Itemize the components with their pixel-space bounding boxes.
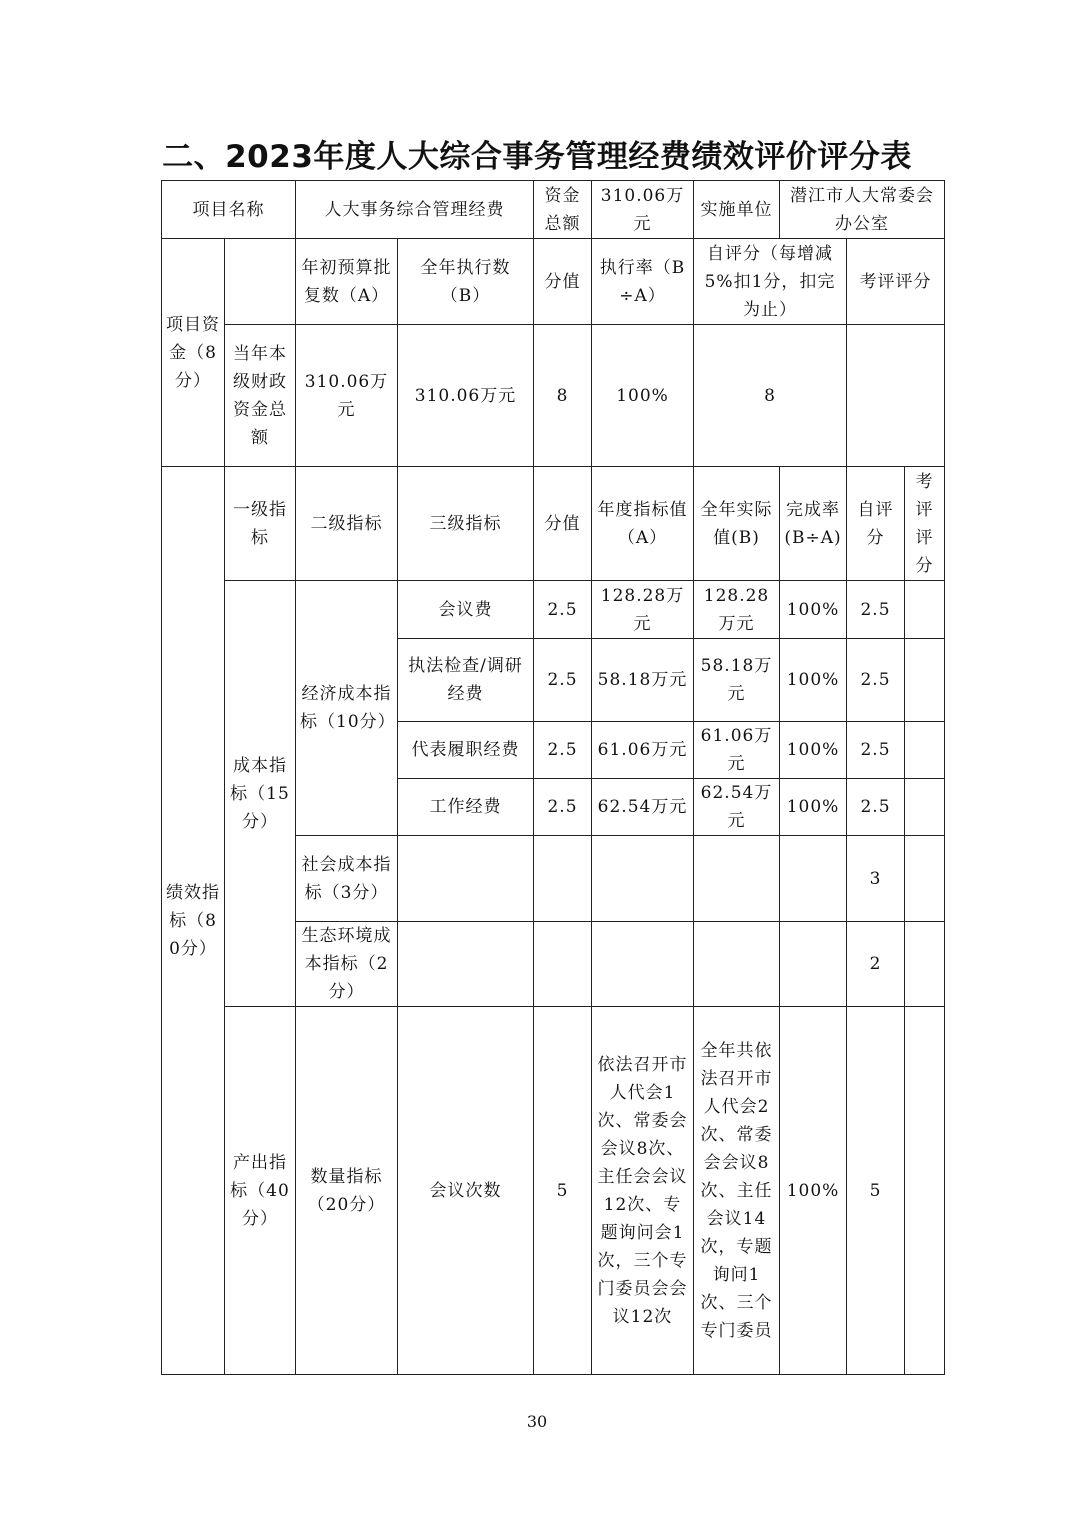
cost-indicator-label: 成本指标（15分） bbox=[225, 581, 296, 1007]
col-budget: 年初预算批复数（A） bbox=[296, 239, 398, 325]
fund-self-score: 8 bbox=[694, 325, 847, 467]
col-completion-rate: 完成率(B÷A) bbox=[780, 467, 847, 581]
cost-item-rate: 100% bbox=[780, 722, 847, 779]
output-indicator-label: 产出指标（40分） bbox=[225, 1007, 296, 1375]
fund-group-label: 项目资金（8分） bbox=[162, 239, 225, 467]
output-item-review bbox=[905, 1007, 945, 1375]
evaluation-table bbox=[161, 180, 945, 1375]
col-rate: 执行率（B÷A） bbox=[592, 239, 694, 325]
col-review-score: 考评评分 bbox=[847, 239, 945, 325]
fund-review-score bbox=[847, 325, 945, 467]
cost-item-target: 128.28万元 bbox=[592, 581, 694, 639]
cost-item-rate: 100% bbox=[780, 779, 847, 836]
cost-item-actual: 61.06万元 bbox=[694, 722, 780, 779]
output-item-self: 5 bbox=[847, 1007, 905, 1375]
cost-item-self: 2.5 bbox=[847, 581, 905, 639]
cost-item-name: 会议费 bbox=[398, 581, 534, 639]
fund-header-row bbox=[162, 239, 945, 325]
fund-rate: 100% bbox=[592, 325, 694, 467]
cost-item-review bbox=[905, 639, 945, 722]
fund-data-row bbox=[162, 325, 945, 467]
cost-item-target: 58.18万元 bbox=[592, 639, 694, 722]
unit-value: 潜江市人大常委会办公室 bbox=[780, 181, 945, 239]
table-row bbox=[162, 581, 945, 639]
cost-item-self: 2.5 bbox=[847, 639, 905, 722]
col-level3: 三级指标 bbox=[398, 467, 534, 581]
output-item-score: 5 bbox=[534, 1007, 592, 1375]
table-row bbox=[162, 1007, 945, 1375]
page-title: 二、2023年度人大综合事务管理经费绩效评价评分表 bbox=[162, 139, 912, 175]
social-cost-self: 3 bbox=[847, 836, 905, 922]
quantity-indicator-label: 数量指标（20分） bbox=[296, 1007, 398, 1375]
fund-budget: 310.06万元 bbox=[296, 325, 398, 467]
col-target: 年度指标值（A） bbox=[592, 467, 694, 581]
cost-item-review bbox=[905, 581, 945, 639]
cost-item-score: 2.5 bbox=[534, 779, 592, 836]
project-header-row bbox=[162, 181, 945, 239]
cost-item-actual: 128.28万元 bbox=[694, 581, 780, 639]
output-item-name: 会议次数 bbox=[398, 1007, 534, 1375]
col-score: 分值 bbox=[534, 239, 592, 325]
output-item-actual: 全年共依法召开市人代会2次、常委会会议8次、主任会议14次，专题询问1次、三个专门委员 bbox=[694, 1007, 780, 1375]
cost-item-rate: 100% bbox=[780, 581, 847, 639]
col-actual: 全年实际值(B) bbox=[694, 467, 780, 581]
col-perf-self: 自评分 bbox=[847, 467, 905, 581]
project-name-label: 项目名称 bbox=[162, 181, 296, 239]
perf-header-row bbox=[162, 467, 945, 581]
fund-total-label: 资金总额 bbox=[534, 181, 592, 239]
col-level2: 二级指标 bbox=[296, 467, 398, 581]
cost-item-rate: 100% bbox=[780, 639, 847, 722]
project-name-value: 人大事务综合管理经费 bbox=[296, 181, 534, 239]
fund-row-label: 当年本级财政资金总额 bbox=[225, 325, 296, 467]
cost-item-self: 2.5 bbox=[847, 722, 905, 779]
fund-executed: 310.06万元 bbox=[398, 325, 534, 467]
economic-cost-label: 经济成本指标（10分） bbox=[296, 581, 398, 836]
cost-item-name: 执法检查/调研经费 bbox=[398, 639, 534, 722]
col-perf-score: 分值 bbox=[534, 467, 592, 581]
page-number: 30 bbox=[526, 1412, 548, 1431]
cost-item-target: 62.54万元 bbox=[592, 779, 694, 836]
cost-item-name: 代表履职经费 bbox=[398, 722, 534, 779]
eco-cost-label: 生态环境成本指标（2分） bbox=[296, 922, 398, 1007]
cost-item-review bbox=[905, 722, 945, 779]
col-executed: 全年执行数（B） bbox=[398, 239, 534, 325]
fund-score: 8 bbox=[534, 325, 592, 467]
perf-group-label: 绩效指标（80分） bbox=[162, 467, 225, 1375]
cost-item-name: 工作经费 bbox=[398, 779, 534, 836]
fund-total-value: 310.06万元 bbox=[592, 181, 694, 239]
cost-item-actual: 58.18万元 bbox=[694, 639, 780, 722]
cost-item-actual: 62.54万元 bbox=[694, 779, 780, 836]
eco-cost-self: 2 bbox=[847, 922, 905, 1007]
cost-item-score: 2.5 bbox=[534, 639, 592, 722]
col-perf-review: 考评评分 bbox=[905, 467, 945, 581]
cost-item-score: 2.5 bbox=[534, 581, 592, 639]
cost-item-score: 2.5 bbox=[534, 722, 592, 779]
cost-item-target: 61.06万元 bbox=[592, 722, 694, 779]
col-self-score: 自评分（每增减5%扣1分，扣完为止） bbox=[694, 239, 847, 325]
unit-label: 实施单位 bbox=[694, 181, 780, 239]
output-item-target: 依法召开市人代会1次、常委会会议8次、主任会会议12次、专题询问会1次，三个专门委员会会议12次 bbox=[592, 1007, 694, 1375]
cost-item-self: 2.5 bbox=[847, 779, 905, 836]
cost-item-review bbox=[905, 779, 945, 836]
fund-blank-cell bbox=[225, 239, 296, 325]
output-item-rate: 100% bbox=[780, 1007, 847, 1375]
social-cost-label: 社会成本指标（3分） bbox=[296, 836, 398, 922]
col-level1: 一级指标 bbox=[225, 467, 296, 581]
